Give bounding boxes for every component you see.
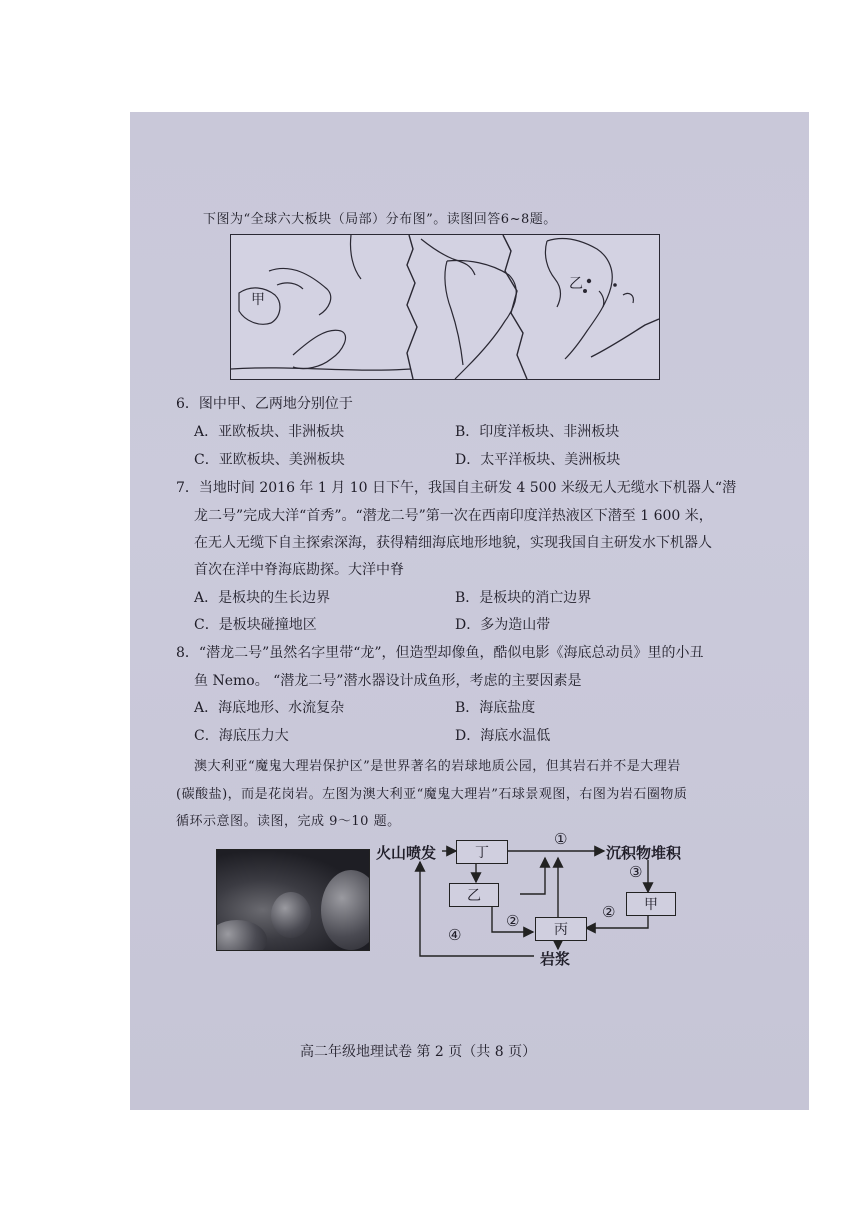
q8-line2: 鱼 Nemo。 “潜龙二号”潜水器设计成鱼形，考虑的主要因素是 [194, 673, 582, 689]
q7-option-a: A．是板块的生长边界 [194, 590, 331, 606]
q7-option-d: D．多为造山带 [455, 617, 551, 633]
map-intro: 下图为“全球六大板块（局部）分布图”。读图回答6~8题。 [203, 212, 557, 227]
diagram-box-yi: 乙 [449, 883, 499, 907]
diagram-sediment-label: 沉积物堆积 [606, 844, 682, 862]
diagram-box-ding: 丁 [456, 840, 508, 864]
diagram-marker-1: ① [554, 830, 568, 848]
q7-option-c: C．是板块碰撞地区 [194, 617, 317, 633]
granite-boulder-photo [216, 849, 370, 951]
map-label-yi: 乙 [569, 276, 583, 292]
q6-option-c: C．亚欧板块、美洲板块 [194, 452, 345, 468]
map-label-jia: 甲 [251, 292, 265, 308]
q8-line1: 8．“潜龙二号”虽然名字里带“龙”，但造型却像鱼，酷似电影《海底总动员》里的小丑 [176, 645, 704, 661]
boulder-shape [216, 920, 267, 951]
plate-map [230, 234, 660, 380]
q6-option-b: B．印度洋板块、非洲板块 [455, 424, 620, 440]
q6-option-a: A．亚欧板块、非洲板块 [194, 424, 345, 440]
q8-option-a: A．海底地形、水流复杂 [194, 700, 345, 716]
diagram-box-jia: 甲 [626, 892, 676, 916]
diagram-volcano-label: 火山喷发 [376, 844, 437, 862]
q6-stem: 6．图中甲、乙两地分别位于 [176, 396, 353, 412]
plate-map-svg [231, 235, 659, 379]
africa-shape [547, 239, 612, 359]
boulder-shape [321, 870, 370, 950]
q7-line4: 首次在洋中脊海底勘探。大洋中脊 [194, 562, 404, 578]
intro2-line2: (碳酸盐)，而是花岗岩。左图为澳大利亚“魔鬼大理岩”石球景观图，右图为岩石圈物质 [176, 787, 688, 802]
diagram-magma-label: 岩浆 [540, 950, 571, 968]
q8-option-b: B．海底盐度 [455, 700, 536, 716]
q7-line1: 7．当地时间 2016 年 1 月 10 日下午，我国自主研发 4 500 米级无人无缆水下机器人“潜 [176, 480, 737, 496]
boulder-shape [271, 892, 311, 938]
q7-option-b: B．是板块的消亡边界 [455, 590, 592, 606]
page-footer: 高二年级地理试卷 第 2 页（共 8 页） [300, 1044, 537, 1060]
intro2-line3: 循环示意图。读图，完成 9～10 题。 [176, 814, 401, 829]
q7-line3: 在无人无缆下自主探索深海，获得精细海底地形地貌，实现我国自主研发水下机器人 [194, 535, 712, 551]
diagram-marker-2b: ② [602, 903, 616, 921]
q8-option-c: C．海底压力大 [194, 728, 289, 744]
diagram-marker-2a: ② [506, 912, 520, 930]
q6-option-d: D．太平洋板块、美洲板块 [455, 452, 621, 468]
south-america-shape [447, 261, 516, 379]
intro2-line1: 澳大利亚“魔鬼大理岩保护区”是世界著名的岩球地质公园，但其岩石并不是大理岩 [194, 759, 681, 774]
q8-option-d: D．海底水温低 [455, 728, 551, 744]
diagram-marker-4: ④ [448, 926, 462, 944]
diagram-marker-3: ③ [629, 863, 643, 881]
q7-line2: 龙二号”完成大洋“首秀”。“潜龙二号”第一次在西南印度洋热液区下潜至 1 600 米， [194, 508, 713, 524]
diagram-box-bing: 丙 [535, 917, 587, 941]
